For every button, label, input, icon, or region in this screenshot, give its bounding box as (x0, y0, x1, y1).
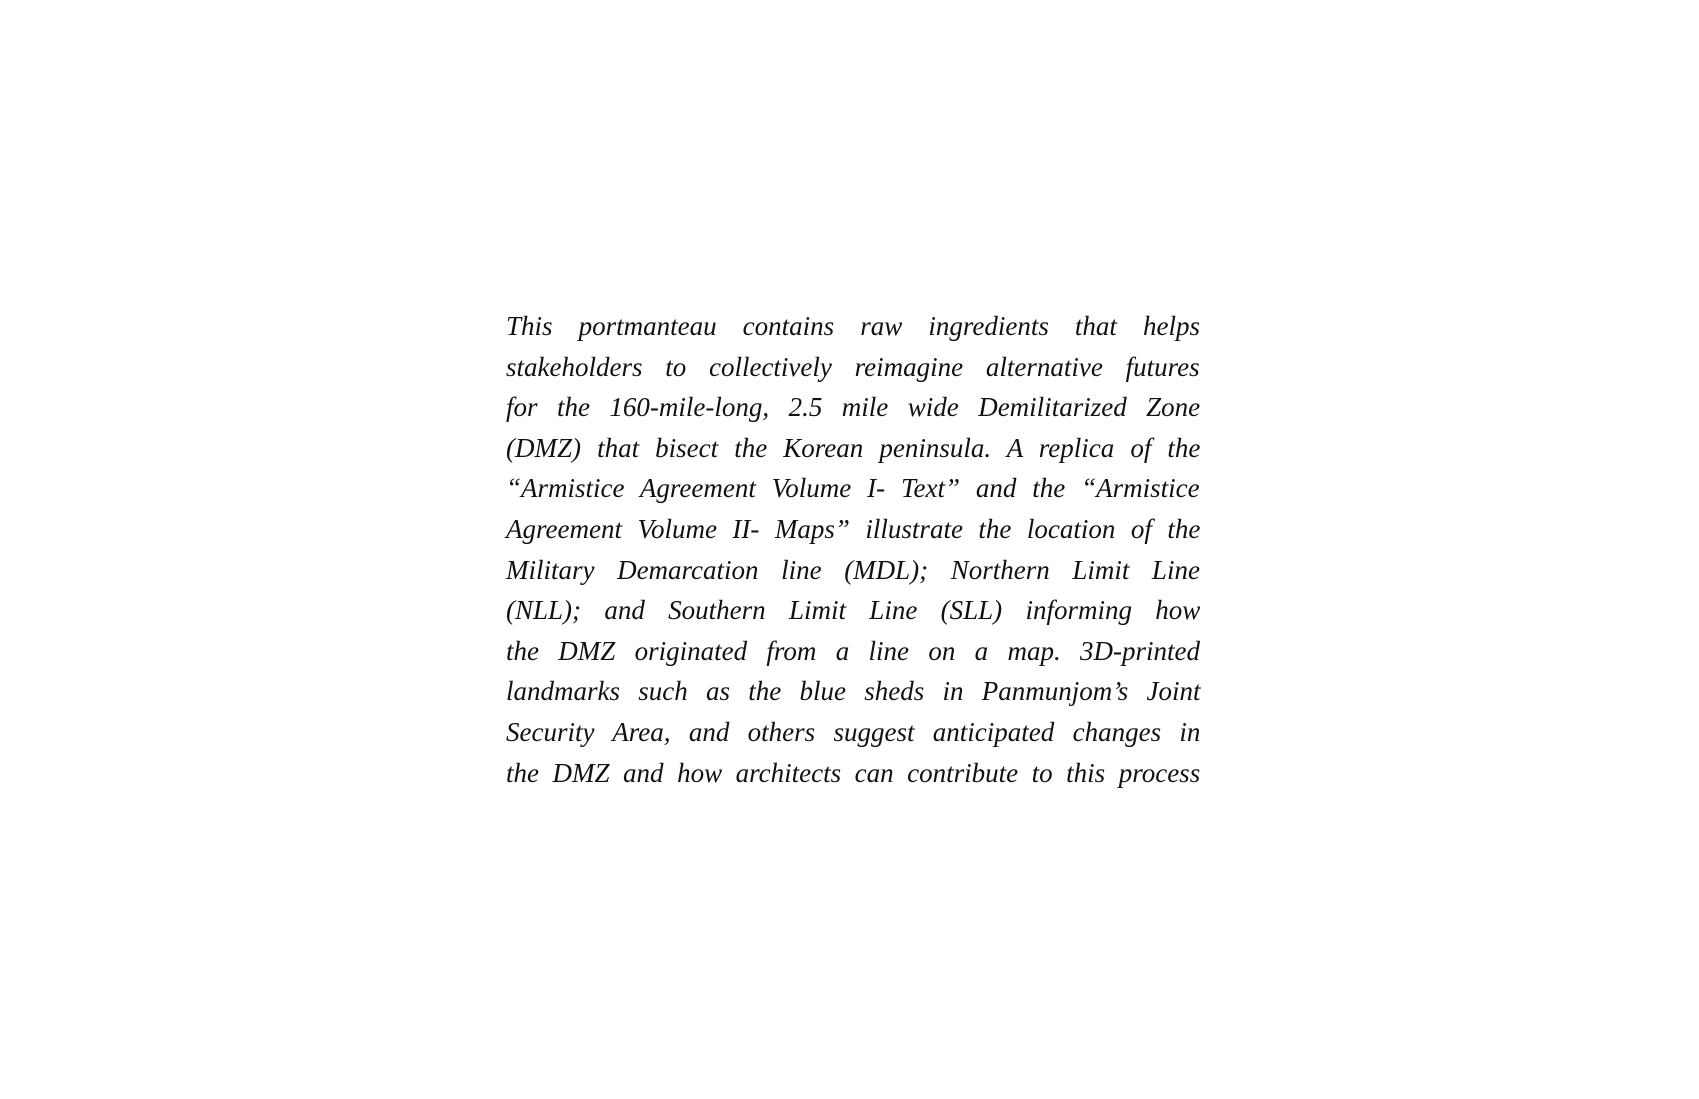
paragraph-line: stakeholders to collectively reimagine alternative futures (506, 351, 1200, 382)
paragraph-line: (NLL); and Southern Limit Line (SLL) informing how (506, 595, 1201, 626)
paragraph-line: This portmanteau contains raw ingredients that helps (506, 311, 1200, 341)
paragraph-line: Military Demarcation line (MDL); Northern Limit Line (506, 554, 1200, 585)
paragraph-line: Agreement Volume II- Maps” illustrate the location of the (506, 513, 1201, 544)
paragraph-line: Security Area, and others suggest anticipated changes in (506, 716, 1201, 747)
paragraph-line: the DMZ and how architects can contribute to this process (506, 757, 1201, 788)
paragraph-line: the DMZ originated from a line on a map. 3D-printed (506, 635, 1201, 666)
body-paragraph (506, 306, 1200, 793)
paragraph-line: “Armistice Agreement Volume I- Text” and the “Armistice (506, 473, 1200, 504)
paragraph-line: (DMZ) that bisect the Korean peninsula. A replica of the (506, 432, 1201, 463)
paragraph-line: for the 160-mile-long, 2.5 mile wide Demilitarized Zone (506, 392, 1201, 423)
paragraph-line: landmarks such as the blue sheds in Panmunjom’s Joint (506, 676, 1201, 707)
